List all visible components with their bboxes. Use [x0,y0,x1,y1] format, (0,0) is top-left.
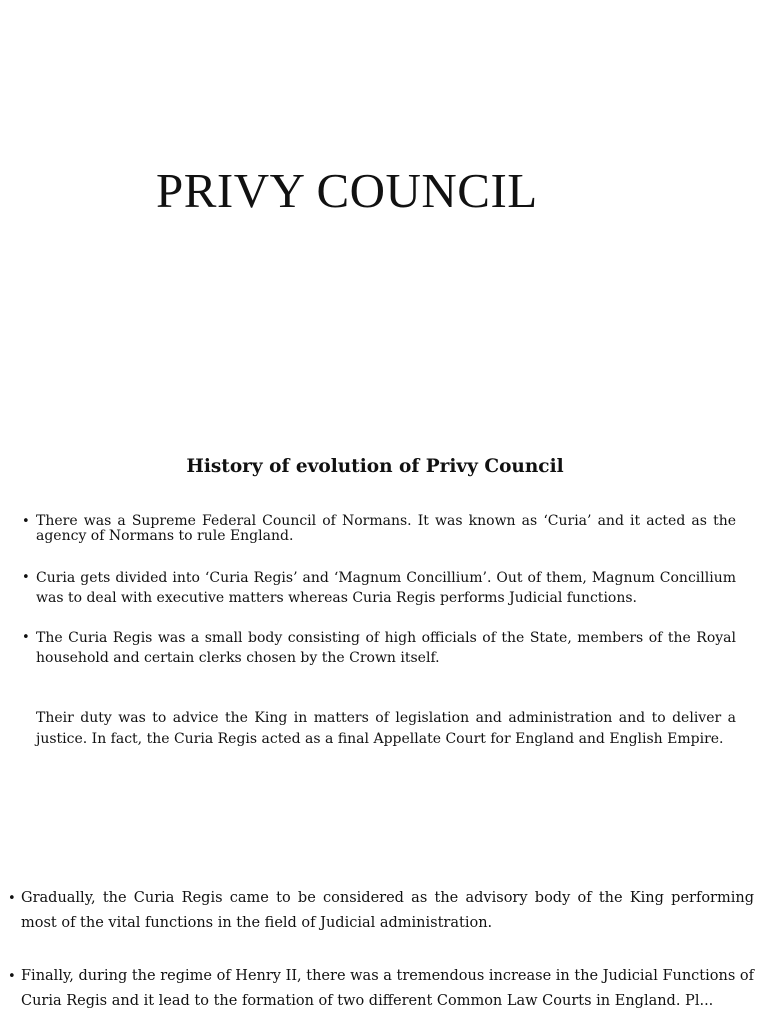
bullet-text: There was a Supreme Federal Council of Normans. It was known as ‘Curia’ and it acted as the agency of Normans to rule England. [36,513,736,544]
bullet-icon: • [22,514,30,529]
bullet-icon: • [22,570,30,585]
history-slide [0,420,768,840]
slide-heading: History of evolution of Privy Council [186,456,564,477]
slide-title: PRIVY COUNCIL [156,163,538,218]
bullet-icon: • [22,630,30,645]
title-slide [0,0,768,420]
continuation-slide [0,840,768,1024]
bullet-text: Curia gets divided into ‘Curia Regis’ and ‘Magnum Concillium’. Out of them, Magnum Concillium was to deal with executive matters whereas Curia Regis performs Judicial functions. [36,570,736,606]
body-paragraph: Their duty was to advice the King in matters of legislation and administration and to deliver a justice. In fact, the Curia Regis acted as a final Appellate Court for England and English Empire. [36,710,736,747]
bullet-text: Gradually, the Curia Regis came to be considered as the advisory body of the King performing most of the vital functions in the field of Judicial administration. [21,890,754,931]
list-item [22,568,736,608]
list-item [22,628,736,668]
list-item [22,514,736,544]
bullet-icon: • [8,969,16,984]
bullet-list [22,514,736,688]
bullet-list [8,886,754,1024]
bullet-icon: • [8,891,16,906]
bullet-text: Finally, during the regime of Henry II, there was a tremendous increase in the Judicial Functions of Curia Regis and it lead to the formation of two different Common Law Courts in England. Pl... [21,968,754,1009]
list-item [8,886,754,936]
list-item [8,964,754,1014]
bullet-text: The Curia Regis was a small body consisting of high officials of the State, members of the Royal household and certain clerks chosen by the Crown itself. [36,630,736,666]
